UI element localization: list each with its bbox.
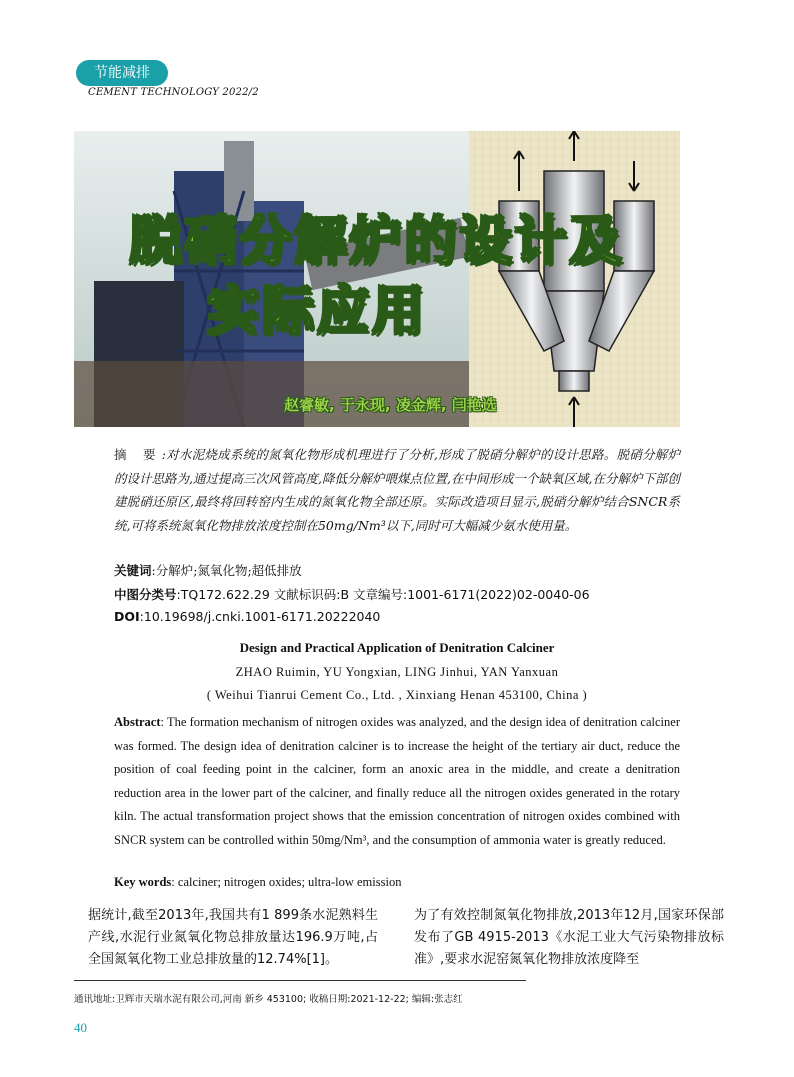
classification-label: 中图分类号 [114, 587, 177, 602]
page-number: 40 [74, 1020, 87, 1035]
english-abstract [114, 711, 680, 852]
english-keywords [114, 875, 401, 890]
english-affiliation: ( Weihui Tianrui Cement Co., Ltd. , Xinxiang Henan 453100, China ) [206, 688, 588, 702]
english-title: Design and Practical Application of Denitration Calciner [239, 640, 555, 655]
footnote: 通讯地址:卫辉市天瑞水泥有限公司,河南 新乡 453100; 收稿日期:2021-12-22; 编辑:张志红 [74, 994, 463, 1005]
classification-text: :TQ172.622.29 文献标识码:B 文章编号:1001-6171(2022)02-0040-06 [176, 587, 590, 602]
english-abstract-label: Abstract [114, 715, 161, 729]
article-title-line2: 实际应用 [206, 282, 427, 342]
section-tag: 节能减排 [76, 60, 168, 86]
doi-label: DOI [114, 609, 140, 624]
footnote-divider [74, 980, 526, 981]
english-keywords-text: : calciner; nitrogen oxides; ultra-low emission [171, 875, 402, 889]
classification-line [114, 585, 590, 603]
english-authors: ZHAO Ruimin, YU Yongxian, LING Jinhui, YAN Yanxuan [235, 665, 559, 679]
body-column-right: 为了有效控制氮氧化物排放,2013年12月,国家环保部发布了GB 4915-2013《水泥工业大气污染物排放标准》,要求水泥窑氮氧化物排放浓度降至 [414, 908, 724, 967]
english-keywords-label: Key words [114, 875, 172, 889]
journal-header: CEMENT TECHNOLOGY 2022/2 [88, 87, 259, 98]
doi-text: :10.19698/j.cnki.1001-6171.20222040 [139, 609, 381, 624]
article-title-line1: 脱硝分解炉的设计及 [129, 212, 625, 272]
doi-line [114, 609, 380, 624]
chinese-abstract-label: 摘 要 [114, 447, 162, 462]
hero-banner [74, 131, 680, 427]
keywords-text: :分解炉;氮氧化物;超低排放 [151, 563, 302, 578]
english-abstract-text: : The formation mechanism of nitrogen oxides was analyzed, and the design idea of denitration calciner was formed. The design idea of denitration calciner is to increase the height of the tertiary air duct, reduce the position of coal feeding point in the calciner, form an anoxic area in the middle, and create a denitration reduction area in the lower part of the calciner, and finally reduce all the nitrogen oxides generated in the rotary kiln. The actual transformation project shows that the emission concentration of nitrogen oxides combined with SNCR system can be controlled within 50mg/Nm³, and the consumption of ammonia water is greatly reduced. [114, 715, 680, 847]
body-column-left: 据统计,截至2013年,我国共有1 899条水泥熟料生产线,水泥行业氮氧化物总排放量达196.9万吨,占全国氮氧化物工业总排放量的12.74%[1]。 [88, 908, 378, 967]
chinese-abstract-text: :对水泥烧成系统的氮氧化物形成机理进行了分析,形成了脱硝分解炉的设计思路。脱硝分解炉的设计思路为,通过提高三次风管高度,降低分解炉喂煤点位置,在中间形成一个缺氧区域,在分解炉下部创建脱硝还原区,最终将回转窑内生成的氮氧化物全部还原。实际改造项目显示,脱硝分解炉结合SNCR系统,可将系统氮氧化物排放浓度控制在50mg/Nm³以下,同时可大幅减少氨水使用量。 [114, 447, 680, 533]
chinese-abstract [114, 443, 680, 537]
hero-authors: 赵睿敏, 于永现, 凌金辉, 闫艳选 [284, 396, 497, 414]
keywords-label: 关键词 [114, 563, 152, 578]
chinese-keywords [114, 561, 302, 579]
